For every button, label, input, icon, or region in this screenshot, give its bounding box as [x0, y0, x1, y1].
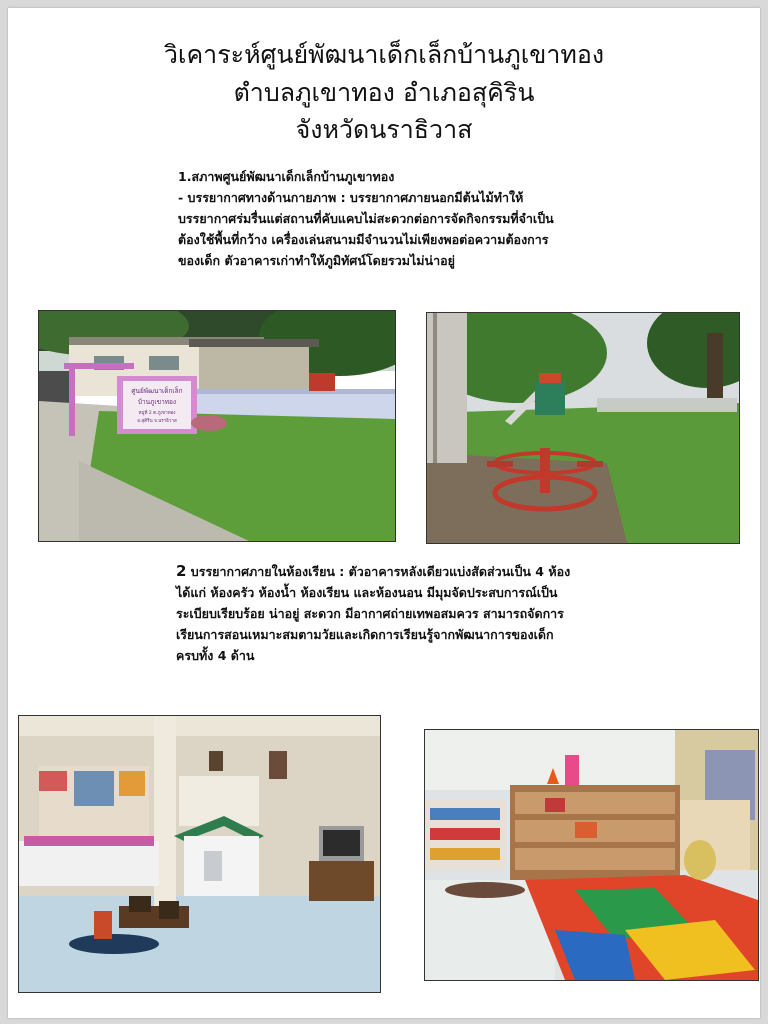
document-title-line-3: จังหวัดนราธิวาส [295, 115, 473, 144]
section-2-number: 2 [176, 562, 187, 580]
section-1-paragraph [178, 166, 554, 271]
section-1-line: บรรยากาศร่มรื่นแต่สถานที่คับแคบไม่สะดวกต่อการจัดกิจกรรมที่จำเป็น [178, 211, 554, 226]
photo-learning-corner [424, 729, 759, 981]
document-page [8, 8, 760, 1018]
section-2-first-line [176, 561, 570, 582]
section-2-line: ได้แก่ ห้องครัว ห้องน้ำ ห้องเรียน และห้องนอน มีมุมจัดประสบการณ์เป็น [176, 585, 558, 600]
section-1-line: ต้องใช้พื้นที่กว้าง เครื่องเล่นสนามมีจำนวนไม่เพียงพอต่อความต้องการ [178, 232, 549, 247]
section-1-heading: 1.สภาพศูนย์พัฒนาเด็กเล็กบ้านภูเขาทอง [178, 169, 395, 184]
photo-classroom-interior [18, 715, 381, 993]
section-2-line: ระเบียบเรียบร้อย น่าอยู่ สะดวก มีอากาศถ่ายเทพอสมควร สามารถจัดการ [176, 606, 564, 621]
signboard-line-3: หมู่ที่ 2 ต.ภูเขาทอง [138, 411, 176, 416]
photo-playground [426, 312, 740, 544]
photo-building-exterior [38, 310, 396, 542]
document-title-line-1: วิเคาระห์ศูนย์พัฒนาเด็กเล็กบ้านภูเขาทอง [163, 40, 605, 69]
signboard-line-1: ศูนย์พัฒนาเด็กเล็ก [131, 387, 183, 395]
section-1-line: ของเด็ก ตัวอาคารเก่าทำให้ภูมิทัศน์โดยรวมไม่น่าอยู่ [178, 253, 455, 268]
section-2-heading: บรรยากาศภายในห้องเรียน : ตัวอาคารหลังเดียวแบ่งสัดส่วนเป็น 4 ห้อง [186, 564, 571, 579]
section-2-paragraph [176, 561, 570, 666]
section-1-line: - บรรยากาศทางด้านกายภาพ : บรรยากาศภายนอกมีต้นไม้ทำให้ [178, 190, 524, 205]
section-2-line: ครบทั้ง 4 ด้าน [176, 648, 255, 663]
signboard-line-4: อ.สุคิริน จ.นราธิวาส [137, 419, 177, 424]
document-title-line-2: ตำบลภูเขาทอง อำเภอสุคิริน [233, 78, 535, 107]
section-2-line: เรียนการสอนเหมาะสมตามวัยและเกิดการเรียนรู้จากพัฒนาการของเด็ก [176, 627, 554, 642]
signboard-line-2: บ้านภูเขาทอง [137, 398, 177, 406]
